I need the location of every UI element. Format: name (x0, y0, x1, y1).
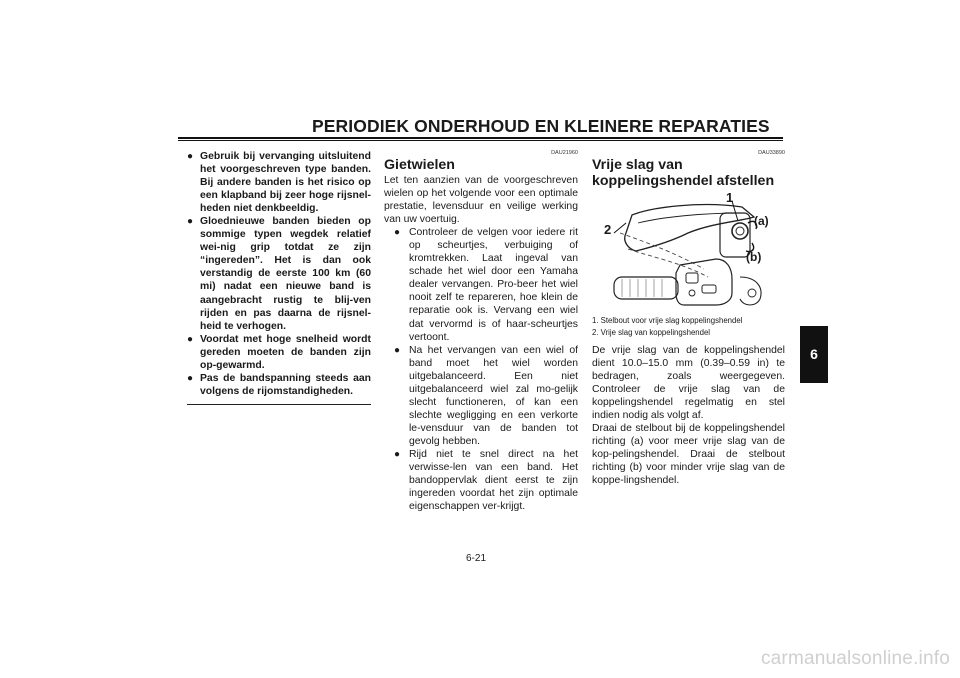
section-heading: Gietwielen (384, 157, 455, 173)
page-title: PERIODIEK ONDERHOUD EN KLEINERE REPARATIES (312, 116, 770, 136)
warning-text: Gebruik bij vervanging uitsluitend het voorgeschreven type banden. Bij andere banden is het risico op een klapband bij zeer hoge rijsnel-heden niet denkbeeldig. (200, 151, 371, 215)
figure-label-2: 2 (604, 222, 612, 237)
warning-text: Pas de bandspanning steeds aan volgens de rijomstandigheden. (200, 372, 371, 397)
list-item (394, 226, 578, 343)
warning-bullet (187, 333, 371, 372)
warning-text: Gloednieuwe banden bieden op sommige typen wegdek relatief wei-nig grip totdat ze zijn “ingereden”. Het is dan ook verstandig de eerste 100 km (60 mi) nadat een nieuwe band is aangebracht rustig te blij-ven rijden en pas daarna de rijsnel-heid te verhogen. (200, 216, 371, 332)
bullet-icon: ● (187, 151, 194, 162)
figure-caption: 2. Vrije slag van koppelingshendel (592, 327, 711, 337)
figure-label-b: (b) (746, 250, 762, 264)
header-rule-thin (178, 140, 783, 141)
figure-caption: 1. Stelbout voor vrije slag koppelingshendel (592, 316, 743, 325)
warning-end-rule (187, 404, 371, 406)
figure-label-1: 1 (726, 190, 734, 205)
bullet-icon: ● (187, 216, 194, 228)
warning-bullet (187, 372, 371, 398)
bullet-icon: ● (394, 344, 401, 356)
body-paragraph: Draai de stelbout bij de koppelingshendel richting (a) voor meer vrije slag van de kop-pelingshendel. Draai de stelbout richting (b) voor minder vrije slag van de koppe-lingshendel. (592, 423, 785, 487)
header-rule (178, 137, 783, 139)
watermark: carmanualsonline.info (760, 648, 950, 669)
section-code: DAU33890 (758, 150, 785, 156)
section-heading: Vrije slag van koppelingshendel afstellen (592, 157, 775, 189)
warning-bullet (187, 150, 371, 215)
figure-label-a: (a) (754, 214, 769, 228)
left-column (187, 150, 371, 405)
bullet-icon: ● (187, 372, 194, 384)
list-item (394, 448, 578, 513)
warning-text: Voordat met hoge snelheid wordt gereden moeten de banden zijn op-gewarmd. (200, 333, 371, 371)
section-intro: Let ten aanzien van de voorgeschreven wielen op het volgende voor een optimale prestatie, levensduur en veilige werking van uw voertuig. (384, 175, 578, 226)
warning-bullet (187, 215, 371, 332)
clutch-lever-figure (592, 190, 772, 313)
middle-column (384, 150, 578, 513)
list-item-text: Rijd niet te snel direct na het verwisse-len van een band. Het bandoppervlak dient eerst te zijn ingereden voordat het zijn optimale eigenschappen ver-krijgt. (409, 448, 578, 513)
section-code: DAU21960 (551, 150, 578, 156)
page-number: 6-21 (466, 553, 487, 564)
right-column (592, 150, 785, 488)
clutch-lever-illustration (592, 190, 772, 313)
bullet-icon: ● (187, 333, 194, 345)
bullet-icon: ● (394, 448, 401, 460)
figure-captions (592, 315, 785, 338)
body-paragraph: De vrije slag van de koppelingshendel dient 10.0–15.0 mm (0.39–0.59 in) te bedragen, zoals weergegeven. Controleer de vrije slag van de koppelingshendel regelmatig en stel indien nodig als volgt af. (592, 345, 785, 422)
list-item-text: Controleer de velgen voor iedere rit op scheurtjes, verbuiging of kromtrekken. Laat ingeval van schade het wiel door een Yamaha dealer vervangen. Pro-beer het wiel nooit zelf te repareren, hoe klein de reparatie ook is. Vervang een wiel dat vervormd is of haar-scheurtjes vertoont. (409, 227, 578, 343)
bullet-icon: ● (394, 227, 401, 239)
list-item-text: Na het vervangen van een wiel of band moet het wiel worden uitgebalanceerd. Een niet uitgebalanceerd wiel zal mo-gelijk slecht functioneren, of kan een slechte wegligging en een verkorte le-vensduur van de banden tot gevolg hebben. (409, 344, 578, 447)
chapter-tab (800, 326, 828, 383)
list-item (394, 344, 578, 448)
chapter-tab-label: 6 (810, 346, 818, 362)
